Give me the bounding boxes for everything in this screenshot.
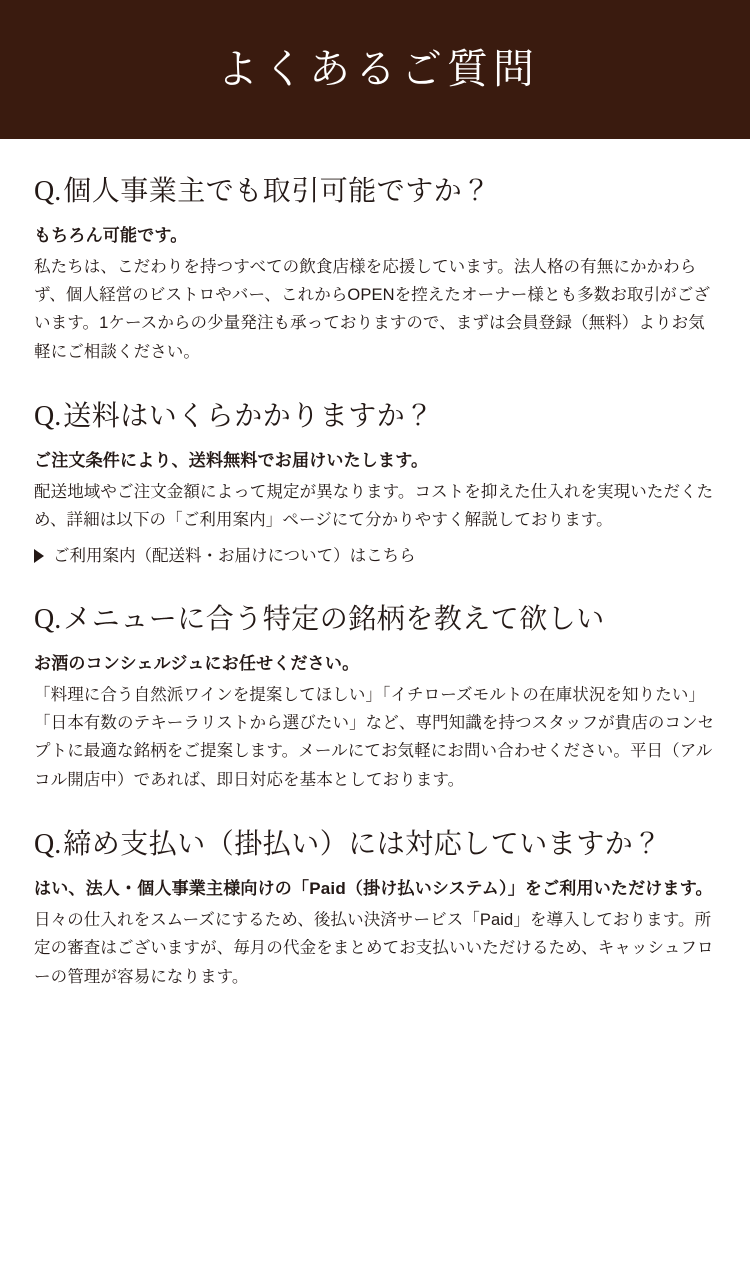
question-prefix-label: Q. bbox=[34, 829, 62, 861]
faq-list bbox=[0, 139, 750, 1021]
faq-item bbox=[34, 603, 720, 794]
question-text: メニューに合う特定の銘柄を教えて欲しい bbox=[63, 603, 605, 635]
question-prefix-label: Q. bbox=[34, 176, 62, 207]
guide-link[interactable]: ご利用案内（配送料・お届けについて）はこちら bbox=[53, 546, 416, 565]
question-prefix-label: Q. bbox=[34, 603, 62, 635]
answer-body: 配送地域やご注文金額によって規定が異なります。コストを抑えた仕入れを実現いただくため、詳細は以下の「ご利用案内」ページにて分かりやすく解説しております。 bbox=[34, 482, 714, 530]
faq-item bbox=[34, 175, 720, 366]
answer-lead: もちろん可能です。 bbox=[34, 226, 188, 246]
answer-lead: お酒のコンシェルジュにお任せください。 bbox=[34, 654, 360, 674]
question-prefix-label: Q. bbox=[34, 401, 62, 433]
page-title: よくあるご質問 bbox=[217, 46, 539, 92]
guide-link-row[interactable] bbox=[34, 543, 720, 569]
answer-body: 「料理に合う自然派ワインを提案してほしい」「イチローズモルトの在庫状況を知りたい」「日本有数のテキーラリストから選びたい」など、専門知識を持つスタッフが貴店のコンセプトに最適な銘柄をご提案します。メールにてお気軽にお問い合わせください。平日（アルコル開店中）であれば、即日対応を基本としております。 bbox=[34, 685, 715, 789]
faq-question bbox=[34, 175, 720, 209]
triangle-right-icon bbox=[34, 549, 44, 563]
question-text: 締め支払い（掛払い）には対応していますか？ bbox=[63, 829, 662, 861]
answer-lead: はい、法人・個人事業主様向けの「Paid（掛け払いシステム）」をご利用いただけます。 bbox=[34, 879, 713, 899]
answer-body: 日々の仕入れをスムーズにするため、後払い決済サービス「Paid」を導入しております。所定の審査はございますが、毎月の代金をまとめてお支払いいただけるため、キャッシュフローの管理が容易になります。 bbox=[34, 910, 714, 986]
page-header-banner bbox=[0, 0, 750, 139]
answer-lead: ご注文条件により、送料無料でお届けいたします。 bbox=[34, 451, 429, 471]
question-text: 個人事業主でも取引可能ですか？ bbox=[63, 176, 491, 207]
question-text: 送料はいくらかかりますか？ bbox=[63, 401, 434, 433]
faq-question bbox=[34, 828, 720, 862]
faq-question bbox=[34, 603, 720, 637]
faq-question bbox=[34, 400, 720, 434]
faq-item bbox=[34, 828, 720, 991]
answer-body: 私たちは、こだわりを持つすべての飲食店様を応援しています。法人格の有無にかかわらず、個人経営のビストロやバー、これからOPENを控えたオーナー様とも多数お取引がございます。1ケースからの少量発注も承っておりますので、まずは会員登録（無料）よりお気軽にご相談ください。 bbox=[34, 257, 710, 361]
faq-item bbox=[34, 400, 720, 569]
